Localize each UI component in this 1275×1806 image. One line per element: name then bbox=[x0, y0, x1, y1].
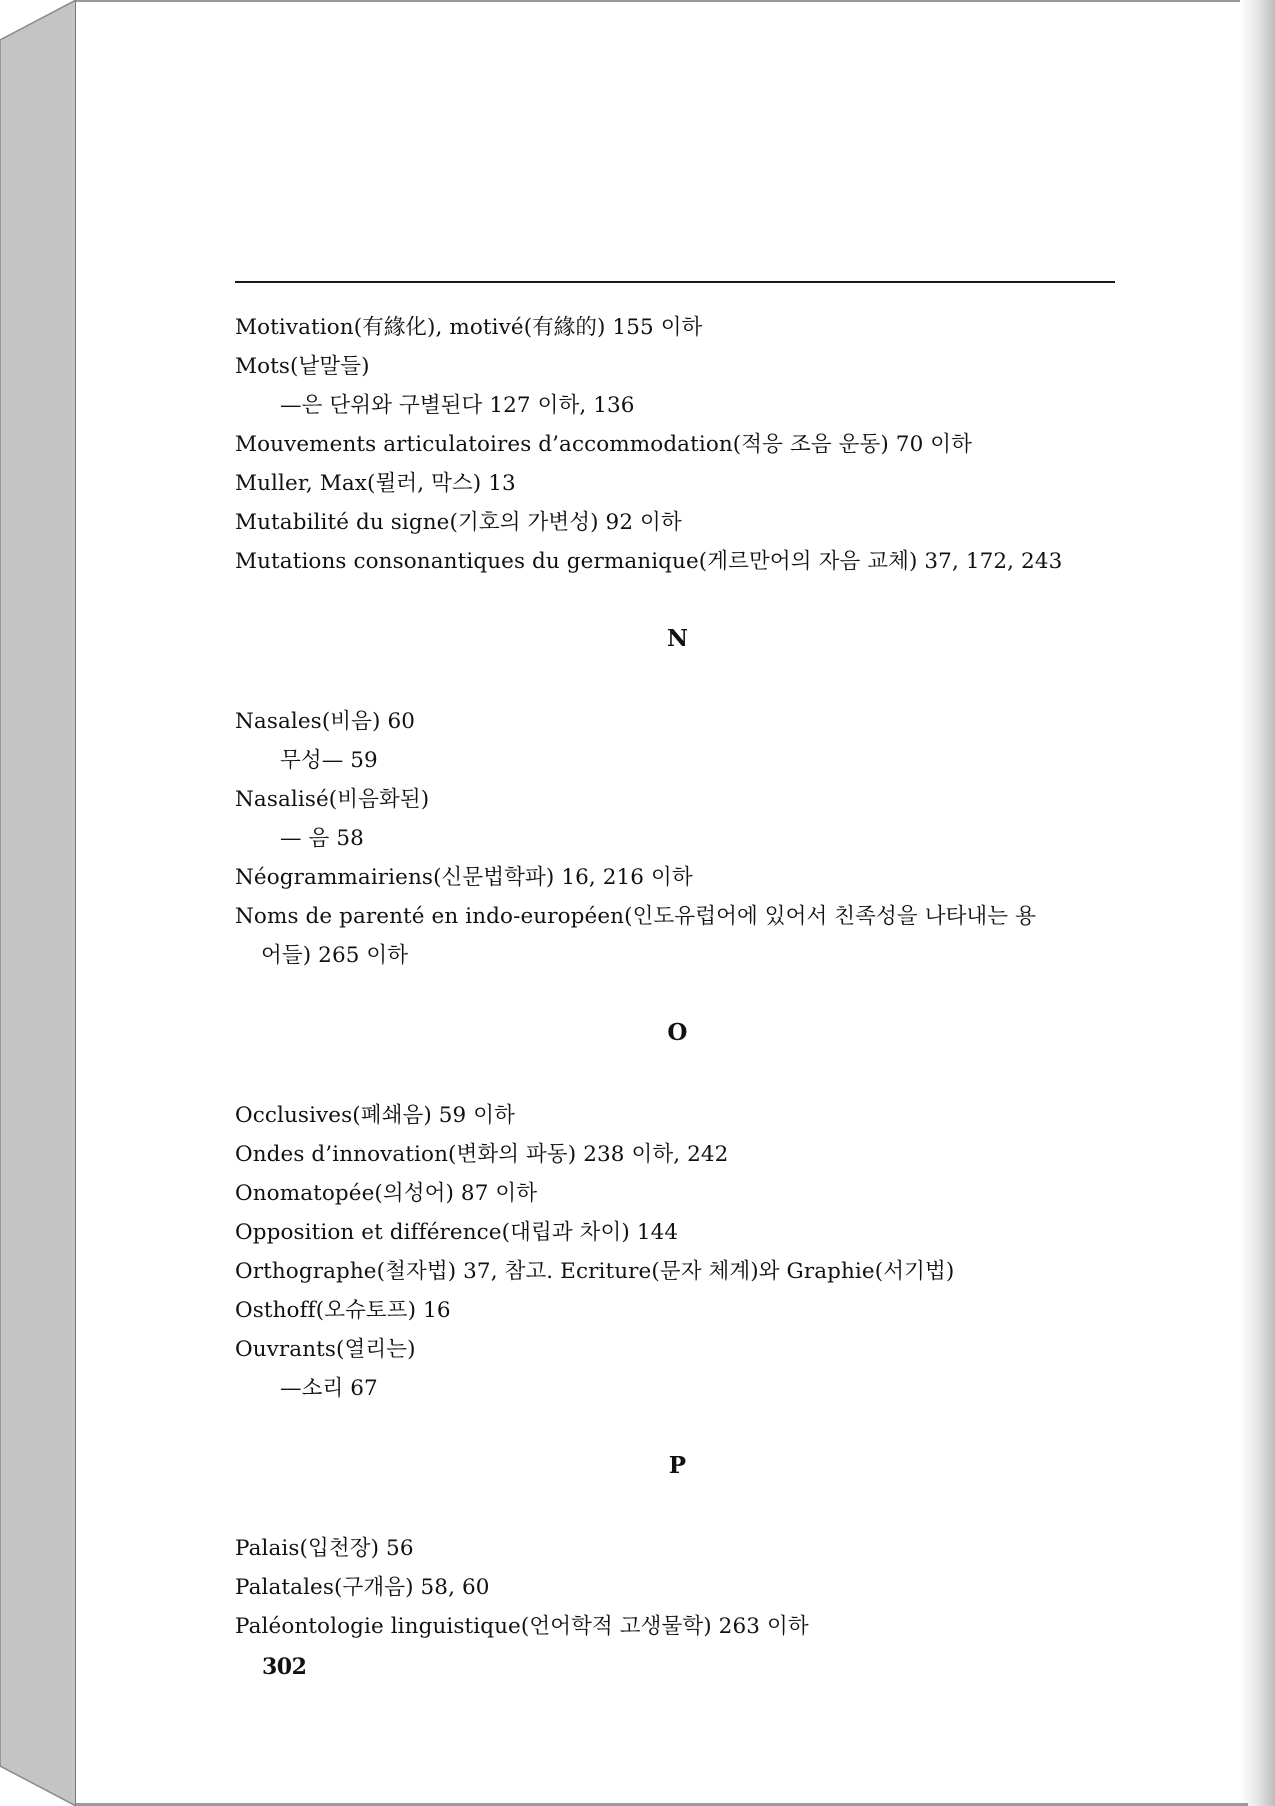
index-entry: Mutations consonantiques du germanique(게르만어의 자음 교체) 37, 172, 243 bbox=[235, 549, 1063, 574]
index-entry: Ondes d’innovation(변화의 파동) 238 이하, 242 bbox=[235, 1142, 729, 1167]
index-entry: Palatales(구개음) 58, 60 bbox=[235, 1575, 490, 1600]
index-subentry: —소리 67 bbox=[280, 1376, 378, 1401]
header-rule bbox=[235, 281, 1115, 283]
index-entry: Noms de parenté en indo-européen(인도유럽어에 있어서 친족성을 나타내는 용 bbox=[235, 904, 1036, 929]
index-entry-continuation: 어들) 265 이하 bbox=[261, 943, 409, 968]
page-right-shadow bbox=[1240, 0, 1275, 1806]
section-m bbox=[235, 308, 1120, 581]
book-spine bbox=[0, 0, 76, 1806]
index-content bbox=[235, 308, 1120, 1646]
section-n bbox=[235, 702, 1120, 975]
index-subentry: — 음 58 bbox=[280, 826, 364, 851]
section-p bbox=[235, 1529, 1120, 1646]
index-entry: Onomatopée(의성어) 87 이하 bbox=[235, 1181, 538, 1206]
index-entry: Mots(낱말들) bbox=[235, 354, 370, 379]
index-entry: Mouvements articulatoires d’accommodation(적응 조음 운동) 70 이하 bbox=[235, 432, 973, 457]
index-entry: Opposition et différence(대립과 차이) 144 bbox=[235, 1220, 679, 1245]
index-entry: Motivation(有緣化), motivé(有緣的) 155 이하 bbox=[235, 315, 703, 340]
index-entry: Palais(입천장) 56 bbox=[235, 1536, 414, 1561]
index-subentry: 무성— 59 bbox=[280, 748, 378, 773]
index-entry: Orthographe(철자법) 37, 참고. Ecriture(문자 체계)와 Graphie(서기법) bbox=[235, 1259, 955, 1284]
index-entry: Occlusives(폐쇄음) 59 이하 bbox=[235, 1103, 515, 1128]
index-entry: Muller, Max(뮐러, 막스) 13 bbox=[235, 471, 516, 496]
index-entry: Nasales(비음) 60 bbox=[235, 709, 416, 734]
section-letter-n: N bbox=[666, 625, 689, 652]
page-number: 302 bbox=[262, 1654, 307, 1680]
index-entry: Paléontologie linguistique(언어학적 고생물학) 263 이하 bbox=[235, 1614, 809, 1639]
index-entry: Ouvrants(열리는) bbox=[235, 1337, 416, 1362]
section-o bbox=[235, 1096, 1120, 1408]
section-letter-p: P bbox=[668, 1452, 687, 1479]
index-entry: Nasalisé(비음화된) bbox=[235, 787, 430, 812]
index-entry: Osthoff(오슈토프) 16 bbox=[235, 1298, 451, 1323]
index-entry: Néogrammairiens(신문법학파) 16, 216 이하 bbox=[235, 865, 693, 890]
section-letter-o: O bbox=[667, 1019, 688, 1046]
index-subentry: —은 단위와 구별된다 127 이하, 136 bbox=[280, 393, 635, 418]
index-entry: Mutabilité du signe(기호의 가변성) 92 이하 bbox=[235, 510, 682, 535]
